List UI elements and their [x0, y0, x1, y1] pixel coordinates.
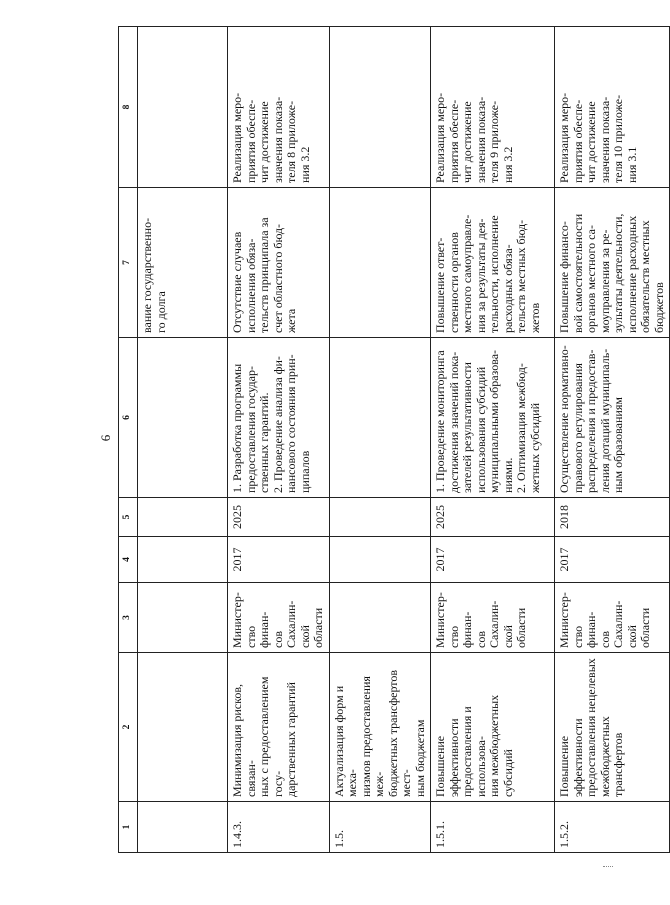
row-number: 1.5.: [329, 802, 431, 853]
row-number: 1.5.2.: [555, 802, 670, 853]
table-row: [228, 27, 330, 853]
expected-result: вание государственно- го долга: [138, 188, 228, 338]
measure-actions: 1. Проведение мониторинга достижения значений пока- зателей результативности использования субсидий муниципальными образова- ниями. 2. Оптимизация межбюд- жетных субсидий: [431, 338, 555, 498]
measures-table: [118, 26, 670, 853]
row-number: [138, 802, 228, 853]
executor: [138, 583, 228, 653]
expected-result: Повышение ответ- ственности органов местного самоуправле- ния за результаты дея- тельности, исполнение расходных обяза- тельств местных бюд- жетов: [431, 188, 555, 338]
indicator-link: Реализация меро- приятия обеспе- чит достижение значения показа- теля 9 приложе- ния 3.2: [431, 27, 555, 188]
end-year: [329, 498, 431, 537]
measure-actions: [329, 338, 431, 498]
measure-actions: Осуществление нормативно- правового регулирования распределения и предостав- ления дотаций муниципаль- ным образованиям: [555, 338, 670, 498]
end-year: 2025: [431, 498, 555, 537]
table-row: [555, 27, 670, 853]
header-col-4: 4: [119, 537, 138, 583]
start-year: [138, 537, 228, 583]
table-frame: [118, 27, 666, 853]
rotated-table-container: [118, 27, 666, 853]
row-number: 1.4.3.: [228, 802, 330, 853]
measure-name: Актуализация форм и меха- низмов предоставления меж- бюджетных трансфертов мест- ным бюджетам: [329, 653, 431, 802]
start-year: [329, 537, 431, 583]
header-col-3: 3: [119, 583, 138, 653]
start-year: 2017: [228, 537, 330, 583]
indicator-link: Реализация меро- приятия обеспе- чит достижение значения показа- теля 10 приложе- ния 3.1: [555, 27, 670, 188]
measure-actions: [138, 338, 228, 498]
scan-artifact: [603, 866, 613, 869]
page-number: 6: [98, 434, 113, 442]
indicator-link: Реализация меро- приятия обеспе- чит достижение значения показа- теля 8 приложе- ния 3.2: [228, 27, 330, 188]
executor: Министер- ство финан- сов Сахалин- ской области: [228, 583, 330, 653]
table-row: [329, 27, 431, 853]
header-col-1: 1: [119, 802, 138, 853]
measure-actions: 1. Разработка программы предоставления государ- ственных гарантий. 2. Проведение анализа фи- нансового состояния прин- ципалов: [228, 338, 330, 498]
end-year: 2025: [228, 498, 330, 537]
executor: [329, 583, 431, 653]
measure-name: Повышение эффективности предоставления и использова- ния межбюджетных субсидий: [431, 653, 555, 802]
measure-name: Минимизация рисков, связан- ных с предоставлением госу- дарственных гарантий: [228, 653, 330, 802]
table-row-continuation: [138, 27, 228, 853]
measure-name: Повышение эффективности предоставления нецелевых межбюджетных трансфертов: [555, 653, 670, 802]
header-col-2: 2: [119, 653, 138, 802]
header-col-5: 5: [119, 498, 138, 537]
executor: Министер- ство финан- сов Сахалин- ской области: [555, 583, 670, 653]
header-col-6: 6: [119, 338, 138, 498]
start-year: 2017: [431, 537, 555, 583]
expected-result: Отсутствие случаев исполнения обяза- тельств принципала за счет областного бюд- жета: [228, 188, 330, 338]
end-year: 2018: [555, 498, 670, 537]
expected-result: Повышение финансо- вой самостоятельности органов местного са- моуправления за ре- зультаты деятельности, исполнение расходных обязательств местных бюджетов: [555, 188, 670, 338]
executor: Министер- ство финан- сов Сахалин- ской области: [431, 583, 555, 653]
indicator-link: [138, 27, 228, 188]
row-number: 1.5.1.: [431, 802, 555, 853]
header-col-8: 8: [119, 27, 138, 188]
table-row: [431, 27, 555, 853]
header-row: [119, 27, 138, 853]
expected-result: [329, 188, 431, 338]
header-col-7: 7: [119, 188, 138, 338]
indicator-link: [329, 27, 431, 188]
start-year: 2017: [555, 537, 670, 583]
end-year: [138, 498, 228, 537]
measure-name: [138, 653, 228, 802]
